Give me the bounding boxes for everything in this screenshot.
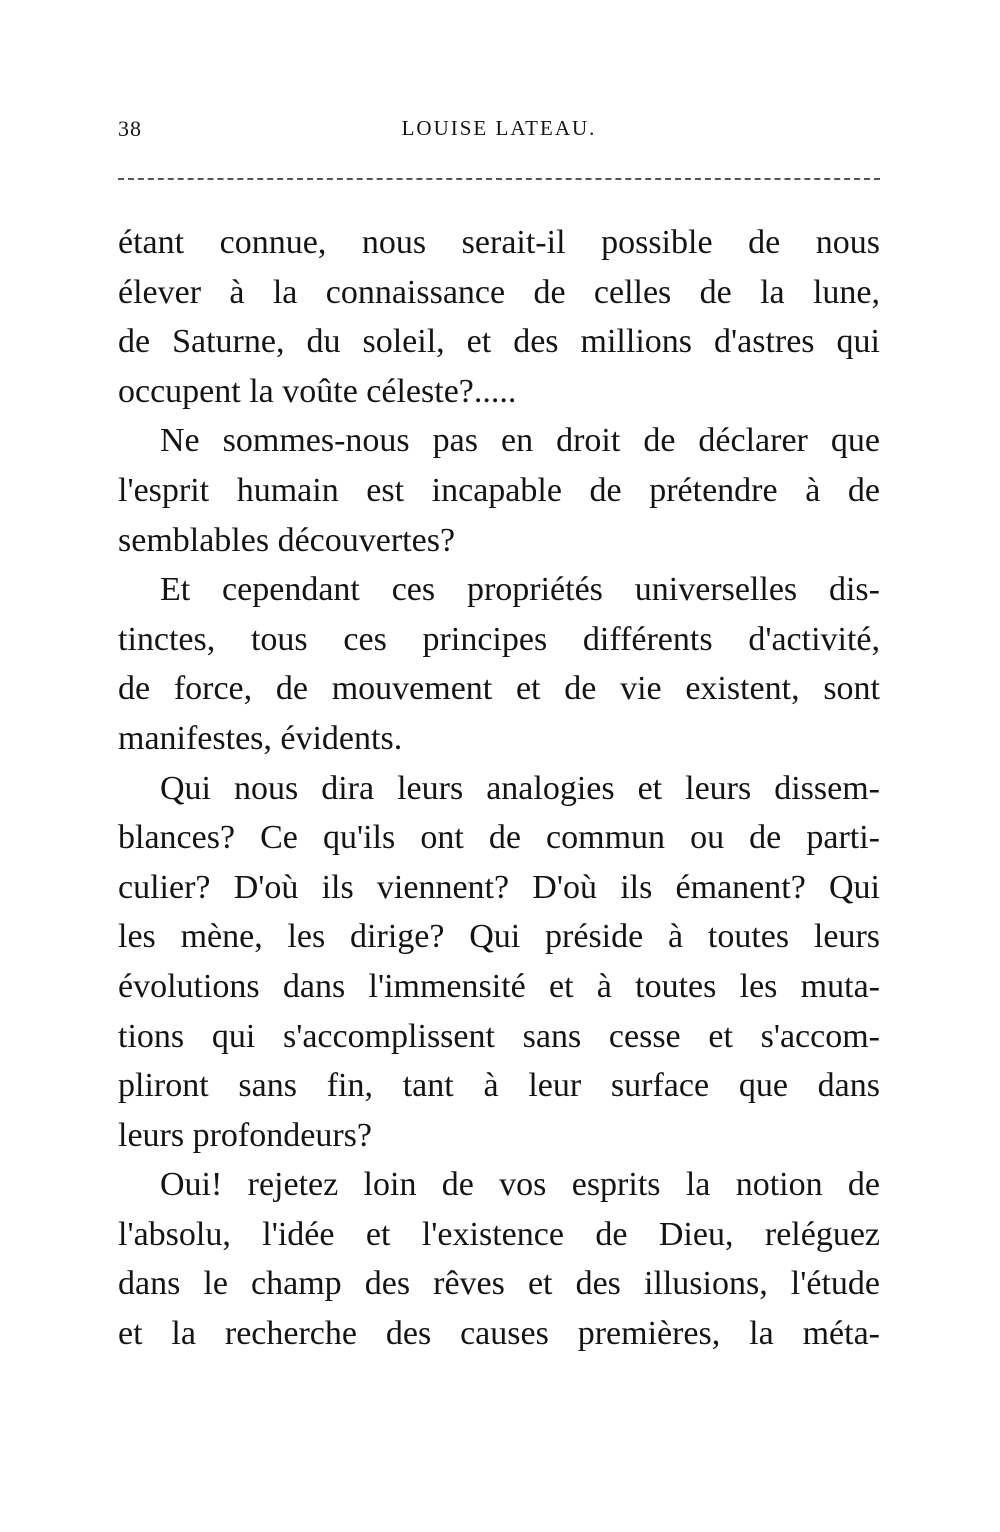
text-line: culier? D'où ils viennent? D'où ils émanent? Qui <box>118 868 880 906</box>
text-line: tinctes, tous ces principes différents d'activité, <box>118 620 880 658</box>
text-line: l'esprit humain est incapable de prétendre à de <box>118 471 880 509</box>
text-line: occupent la voûte céleste?..... <box>118 372 517 410</box>
text-line: Oui! rejetez loin de vos esprits la notion de <box>160 1166 880 1204</box>
text-line: manifestes, évidents. <box>118 719 403 757</box>
text-line: de force, de mouvement et de vie existent, sont <box>118 670 880 708</box>
running-title: LOUISE LATEAU. <box>401 116 597 140</box>
text-line: Ne sommes-nous pas en droit de déclarer que <box>160 422 880 460</box>
text-line: pliront sans fin, tant à leur surface que dans <box>118 1067 880 1105</box>
text-line: leurs profondeurs? <box>118 1116 372 1154</box>
text-line: blances? Ce qu'ils ont de commun ou de parti- <box>118 819 880 857</box>
text-line: les mène, les dirige? Qui préside à toutes leurs <box>118 918 880 956</box>
text-line: de Saturne, du soleil, et des millions d'astres qui <box>118 323 880 361</box>
text-line: Qui nous dira leurs analogies et leurs dissem- <box>160 769 880 807</box>
page-number: 38 <box>118 116 142 141</box>
text-line: dans le champ des rêves et des illusions, l'étude <box>118 1265 880 1303</box>
text-line: semblables découvertes? <box>118 521 456 559</box>
text-line: évolutions dans l'immensité et à toutes les muta- <box>118 967 880 1005</box>
text-line: et la recherche des causes premières, la méta- <box>118 1315 880 1353</box>
header-rule <box>118 178 880 180</box>
text-line: l'absolu, l'idée et l'existence de Dieu, reléguez <box>118 1215 880 1253</box>
body-text <box>118 218 880 1359</box>
page-header <box>118 116 880 142</box>
text-line: tions qui s'accomplissent sans cesse et s'accom- <box>118 1017 880 1055</box>
text-line: élever à la connaissance de celles de la lune, <box>118 273 880 311</box>
text-line: Et cependant ces propriétés universelles dis- <box>160 571 880 609</box>
text-line: étant connue, nous serait-il possible de nous <box>118 224 880 261</box>
